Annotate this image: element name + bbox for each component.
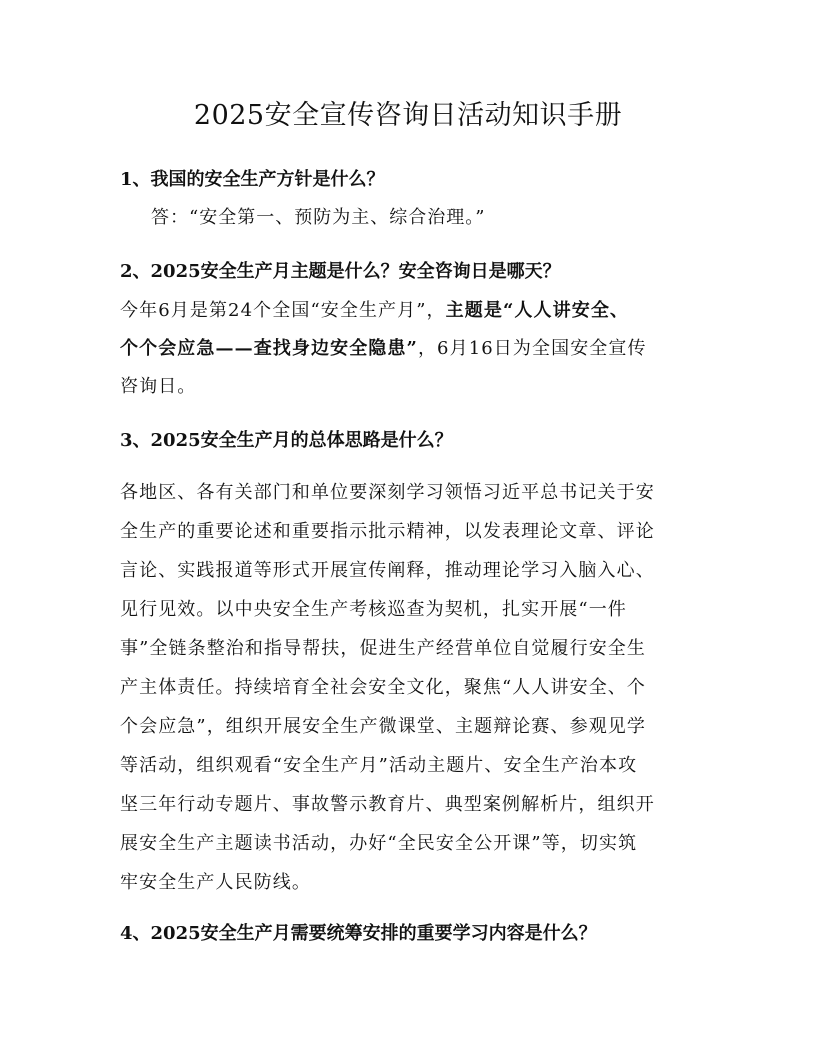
answer-2-line (120, 292, 700, 330)
answer-2-text: 今年6月是第24个全国“安全生产月”， (120, 300, 446, 321)
answer-3-line: 展安全生产主题读书活动，办好“全民安全公开课”等，切实筑 (120, 833, 638, 854)
answer-3-line: 坚三年行动专题片、事故警示教育片、典型案例解析片，组织开 (120, 794, 655, 815)
answer-2-text: ，6月16日为全国安全宣传 (417, 338, 647, 359)
answer-1: 答：“安全第一、预防为主、综合治理。” (151, 207, 486, 228)
document-title: 2025安全宣传咨询日活动知识手册 (193, 100, 623, 131)
answer-3-line: 牢安全生产人民防线。 (120, 872, 311, 893)
answer-3-line: 言论、实践报道等形式开展宣传阐释，推动理论学习入脑入心、 (120, 560, 655, 581)
question-4: 4、2025安全生产月需要统筹安排的重要学习内容是什么？ (120, 923, 597, 944)
question-1: 1、我国的安全生产方针是什么？ (120, 169, 385, 190)
answer-3-line: 事”全链条整治和指导帮扶，促进生产经营单位自觉履行安全生 (120, 638, 646, 659)
answer-3-line: 见行见效。以中央安全生产考核巡查为契机，扎实开展“一件 (120, 599, 627, 620)
answer-3-line: 个会应急”，组织开展安全生产微课堂、主题辩论赛、参观见学 (120, 716, 646, 737)
answer-2-theme-text: 个个会应急——查找身边安全隐患” (120, 338, 418, 359)
answer-3-line: 产主体责任。持续培育全社会安全文化，聚焦“人人讲安全、个 (120, 677, 646, 698)
answer-3 (120, 473, 700, 902)
answer-2-theme-text: 主题是“人人讲安全、 (445, 300, 630, 321)
answer-3-line: 各地区、各有关部门和单位要深刻学习领悟习近平总书记关于安 (120, 482, 655, 503)
question-2: 2、2025安全生产月主题是什么？安全咨询日是哪天？ (120, 261, 561, 282)
answer-2-line (120, 368, 700, 406)
answer-3-line: 等活动，组织观看“安全生产月”活动主题片、安全生产治本攻 (120, 755, 638, 776)
answer-2-line (120, 330, 700, 368)
answer-3-line: 全生产的重要论述和重要指示批示精神，以发表理论文章、评论 (120, 521, 655, 542)
answer-2 (120, 292, 700, 406)
answer-2-text: 咨询日。 (120, 376, 197, 397)
question-3: 3、2025安全生产月的总体思路是什么？ (120, 430, 453, 451)
